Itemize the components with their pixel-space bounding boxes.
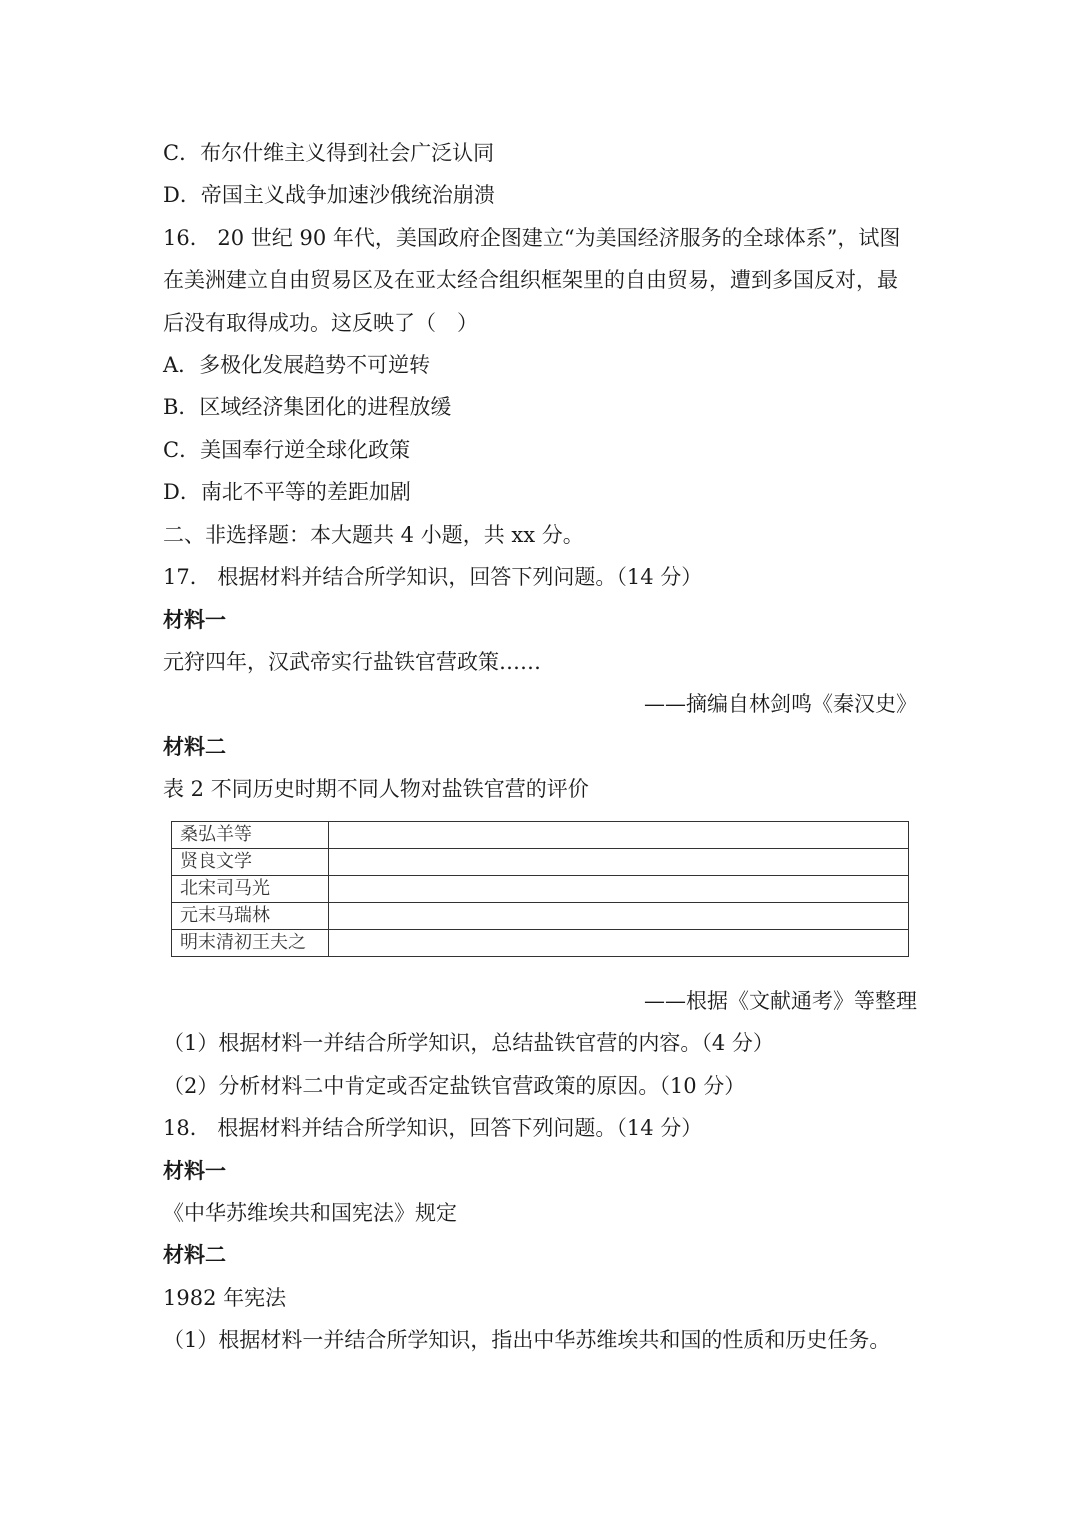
table-cell-person: 桑弘羊等 xyxy=(172,822,329,849)
table-cell-evaluation xyxy=(329,849,909,876)
q17-table-source: ——根据《文献通考》等整理 xyxy=(644,989,917,1013)
q18-subquestion-1: （1）根据材料一并结合所学知识，指出中华苏维埃共和国的性质和历史任务。 xyxy=(163,1328,891,1352)
table-cell-person: 元末马瑞林 xyxy=(172,903,329,930)
evaluation-table xyxy=(171,821,909,957)
q18-material-2-text: 1982 年宪法 xyxy=(163,1286,287,1310)
q16-stem-line-1: 16． 20 世纪 90 年代，美国政府企图建立“为美国经济服务的全球体系”，试图 xyxy=(163,226,901,250)
table-cell-person: 明末清初王夫之 xyxy=(172,930,329,957)
q17-subquestion-1: （1）根据材料一并结合所学知识，总结盐铁官营的内容。（4 分） xyxy=(163,1031,774,1055)
q17-subquestion-2: （2）分析材料二中肯定或否定盐铁官营政策的原因。（10 分） xyxy=(163,1074,746,1098)
q17-stem: 17． 根据材料并结合所学知识，回答下列问题。（14 分） xyxy=(163,565,703,589)
q16-stem-line-3: 后没有取得成功。这反映了（ ） xyxy=(163,311,478,335)
q16-option-d: D．南北不平等的差距加剧 xyxy=(163,480,411,504)
table-cell-evaluation xyxy=(329,876,909,903)
q18-material-1-text: 《中华苏维埃共和国宪法》规定 xyxy=(163,1201,457,1225)
q16-option-a: A．多极化发展趋势不可逆转 xyxy=(163,353,431,377)
q15-option-d: D．帝国主义战争加速沙俄统治崩溃 xyxy=(163,183,495,207)
table-cell-person: 贤良文学 xyxy=(172,849,329,876)
section-2-heading: 二、非选择题：本大题共 4 小题，共 xx 分。 xyxy=(163,523,584,547)
q17-material-1-text: 元狩四年，汉武帝实行盐铁官营政策…… xyxy=(163,650,541,674)
q17-material-2-label: 材料二 xyxy=(163,734,226,759)
q17-material-1-label: 材料一 xyxy=(163,607,226,632)
q16-option-c: C．美国奉行逆全球化政策 xyxy=(163,438,411,462)
table-cell-evaluation xyxy=(329,903,909,930)
q16-option-b: B．区域经济集团化的进程放缓 xyxy=(163,395,452,419)
q17-table-caption: 表 2 不同历史时期不同人物对盐铁官营的评价 xyxy=(163,777,589,801)
table-row xyxy=(172,903,909,930)
table-row xyxy=(172,849,909,876)
table-cell-person: 北宋司马光 xyxy=(172,876,329,903)
table-cell-evaluation xyxy=(329,930,909,957)
table-row xyxy=(172,930,909,957)
table-row xyxy=(172,876,909,903)
q16-stem-line-2: 在美洲建立自由贸易区及在亚太经合组织框架里的自由贸易，遭到多国反对，最 xyxy=(163,268,898,292)
q18-material-2-label: 材料二 xyxy=(163,1242,226,1267)
table-row xyxy=(172,822,909,849)
table-cell-evaluation xyxy=(329,822,909,849)
q18-material-1-label: 材料一 xyxy=(163,1158,226,1183)
q17-material-1-source: ——摘编自林剑鸣《秦汉史》 xyxy=(644,692,917,716)
q15-option-c: C．布尔什维主义得到社会广泛认同 xyxy=(163,141,495,165)
q18-stem: 18． 根据材料并结合所学知识，回答下列问题。（14 分） xyxy=(163,1116,703,1140)
